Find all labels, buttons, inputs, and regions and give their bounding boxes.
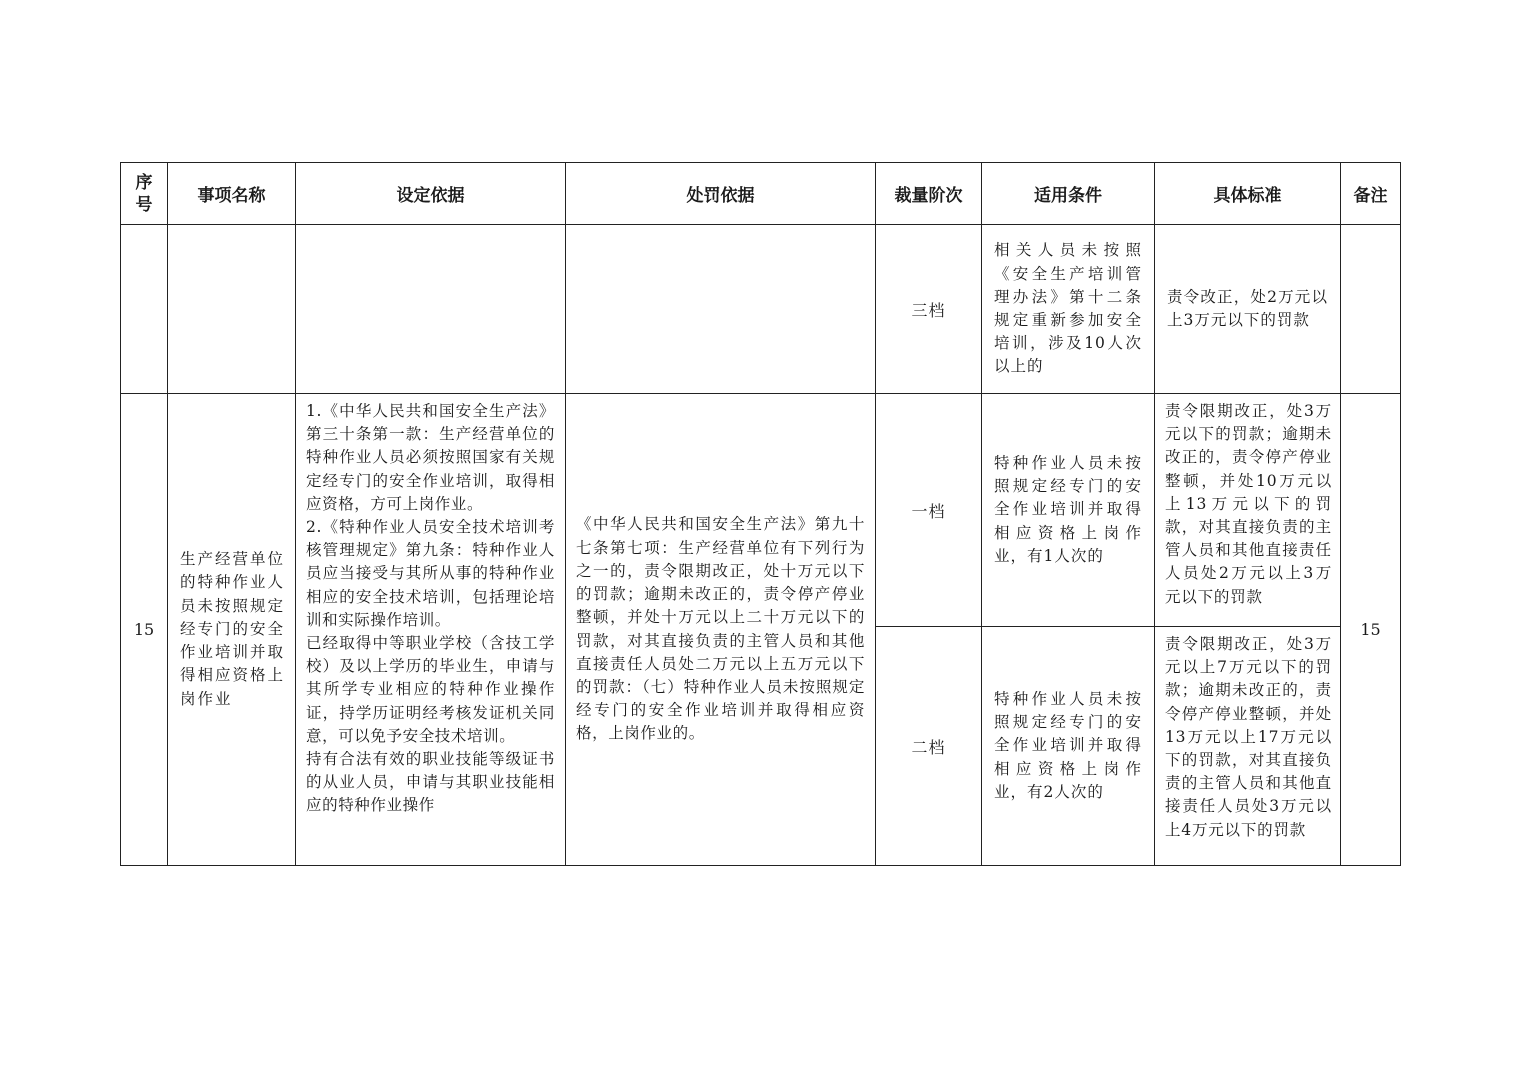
level-2-condition: 特种作业人员未按照规定经专门的安全作业培训并取得相应资格上岗作业，有2人次的	[994, 689, 1142, 801]
level-1-standard-cell	[1155, 394, 1341, 627]
level-2-condition-cell	[982, 627, 1155, 866]
item-note-cell	[1341, 394, 1401, 866]
level-1-cell	[876, 394, 982, 627]
continued-level-cell	[876, 225, 982, 394]
standard-text: 责令改正，处2万元以上3万元以下的罚款	[1167, 287, 1328, 329]
level-1-standard: 责令限期改正，处3万元以下的罚款；逾期未改正的，责令停产停业整顿，并处10万元以上13万元以下的罚款，对其直接负责的主管人员和其他直接责任人员处2万元以上3万元以下的罚款	[1165, 402, 1332, 606]
header-item-name: 事项名称	[168, 163, 296, 225]
level-2-standard-cell	[1155, 627, 1341, 866]
level-2-cell	[876, 627, 982, 866]
table-row-continued	[121, 225, 1401, 394]
table-header-row	[121, 163, 1401, 225]
continued-name-cell	[168, 225, 296, 394]
continued-standard-cell	[1155, 225, 1341, 394]
item-note: 15	[1360, 620, 1381, 639]
header-basis: 设定依据	[296, 163, 566, 225]
header-condition: 适用条件	[982, 163, 1155, 225]
item-name-cell	[168, 394, 296, 866]
continued-number-cell	[121, 225, 168, 394]
penalty-discretion-table	[120, 162, 1401, 866]
item-penalty: 《中华人民共和国安全生产法》第九十七条第七项：生产经营单位有下列行为之一的，责令限期改正，处十万元以下的罚款；逾期未改正的，责令停产停业整顿，并处十万元以上二十万元以下的罚款，对其直接负责的主管人员和其他直接责任人员处二万元以上五万元以下的罚款：（七）特种作业人员未按照规定经专门的安全作业培训并取得相应资格，上岗作业的。	[576, 515, 865, 743]
level-1-condition: 特种作业人员未按照规定经专门的安全作业培训并取得相应资格上岗作业，有1人次的	[994, 453, 1142, 565]
table-row-item-15	[121, 394, 1401, 627]
continued-basis-cell	[296, 225, 566, 394]
condition-text: 相关人员未按照《安全生产培训管理办法》第十二条规定重新参加安全培训，涉及10人次以上的	[994, 241, 1142, 376]
continued-note-cell	[1341, 225, 1401, 394]
level-text: 三档	[911, 300, 946, 320]
continued-condition-cell	[982, 225, 1155, 394]
header-standard: 具体标准	[1155, 163, 1341, 225]
continued-penalty-cell	[566, 225, 876, 394]
item-basis-cell	[296, 394, 566, 866]
item-penalty-cell	[566, 394, 876, 866]
header-level: 裁量阶次	[876, 163, 982, 225]
header-penalty-basis: 处罚依据	[566, 163, 876, 225]
item-number-cell	[121, 394, 168, 866]
level-2-text: 二档	[911, 737, 946, 757]
header-number: 序 号	[121, 163, 168, 225]
header-note: 备注	[1341, 163, 1401, 225]
item-number: 15	[133, 620, 155, 639]
level-2-standard: 责令限期改正，处3万元以上7万元以下的罚款；逾期未改正的，责令停产停业整顿，并处13万元以上17万元以下的罚款，对其直接负责的主管人员和其他直接责任人员处3万元以上4万元以下的罚款	[1165, 635, 1332, 839]
item-basis: 1.《中华人民共和国安全生产法》第三十条第一款：生产经营单位的特种作业人员必须按照国家有关规定经专门的安全作业培训，取得相应资格，方可上岗作业。 2.《特种作业人员安全技术培训考核管理规定》第九条：特种作业人员应当接受与其所从事的特种作业相应的安全技术培训，包括理论培训和实际操作培训。 已经取得中等职业学校（含技工学校）及以上学历的毕业生，申请与其所学专业相应的特种作业操作证，持学历证明经考核发证机关同意，可以免予安全技术培训。 持有合法有效的职业技能等级证书的从业人员，申请与其职业技能相应的特种作业操作	[306, 402, 555, 815]
level-1-condition-cell	[982, 394, 1155, 627]
level-1-text: 一档	[911, 501, 946, 521]
item-name: 生产经营单位的特种作业人员未按照规定经专门的安全作业培训并取得相应资格上岗作业	[180, 550, 286, 708]
